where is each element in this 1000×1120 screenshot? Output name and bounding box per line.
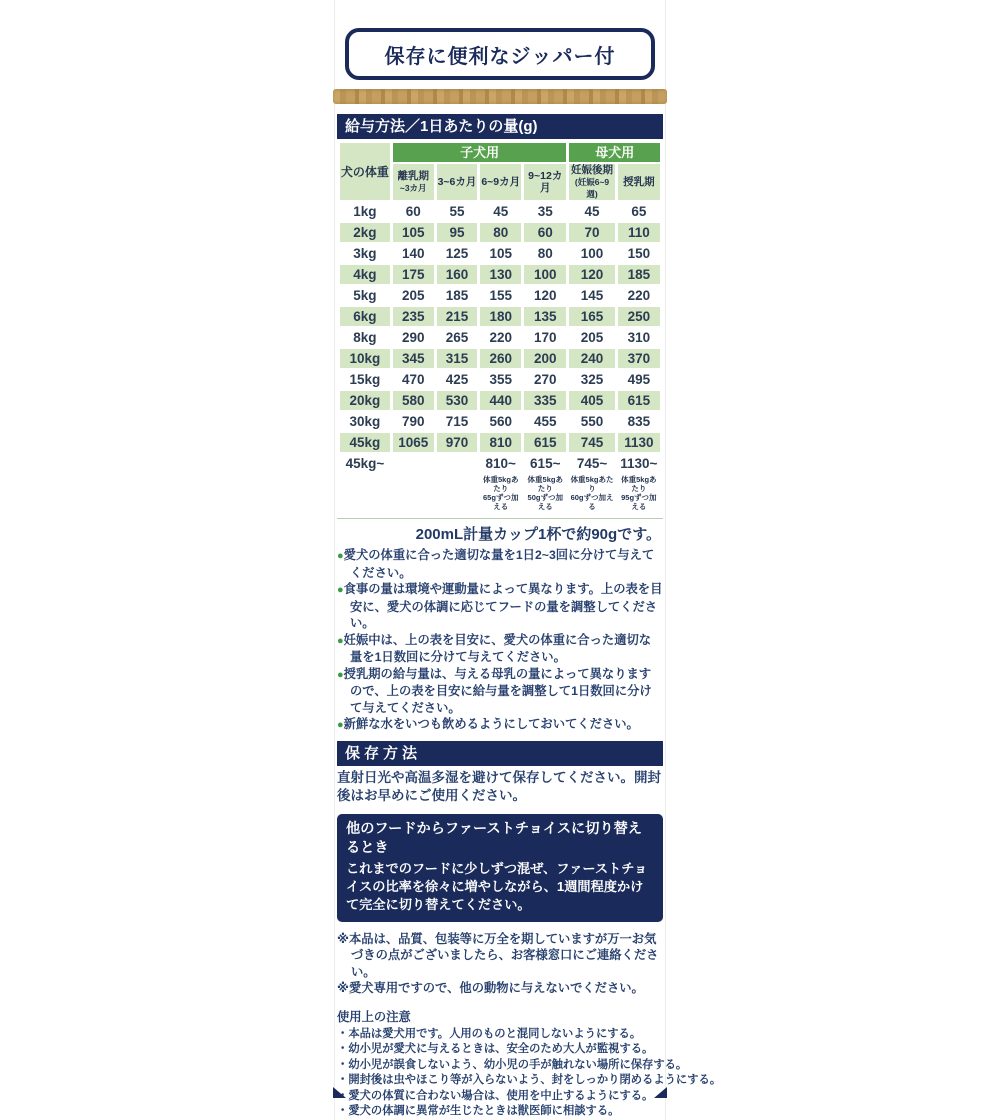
value-cell: 310 [627, 330, 651, 345]
value-cell: 1065 [393, 433, 434, 452]
value-cell: 105 [489, 246, 512, 261]
bullet-marker: ※ [337, 931, 349, 946]
value-cell: 135 [524, 307, 566, 326]
empty-cell [340, 475, 390, 511]
storage-section-title: 保存方法 [337, 741, 663, 766]
value-cell: 60 [405, 204, 421, 219]
usage-note-item: ・開封後は虫やほこり等が入らないよう、封をしっかり閉めるようにする。 [337, 1074, 722, 1086]
increment-note: 体重5kgあたり 60gずつ加える [570, 475, 614, 511]
value-cell: 345 [393, 349, 434, 368]
value-cell: 240 [569, 349, 614, 368]
value-cell: 615 [618, 391, 660, 410]
bullet-marker: ・ [337, 1058, 349, 1071]
feeding-note-item: ●食事の量は環境や運動量によって異なります。上の表を目安に、愛犬の体調に応じてフードの量を調整してください。 [337, 582, 663, 630]
bullet-marker: ・ [337, 1089, 349, 1102]
increment-notes-row [340, 475, 660, 511]
feeding-table [337, 141, 663, 513]
value-cell: 55 [449, 204, 465, 219]
asterisk-note-item: ※愛犬専用ですので、他の動物に与えないでください。 [337, 981, 644, 995]
weight-cell: 5kg [353, 288, 377, 303]
value-cell: 455 [533, 414, 557, 429]
table-row [340, 202, 660, 221]
food-switch-body: これまでのフードに少しずつ混ぜ、ファーストチョイスの比率を徐々に増やしながら、1週間程度かけて完全に切り替えてください。 [346, 860, 648, 912]
value-cell: 495 [627, 372, 651, 387]
feeding-note-item: ●愛犬の体重に合った適切な量を1日2~3回に分けて与えてください。 [337, 548, 655, 580]
value-cell: 790 [401, 414, 425, 429]
value-cell: 140 [401, 246, 425, 261]
weight-cell: 2kg [340, 223, 390, 242]
value-cell: 205 [401, 288, 425, 303]
usage-note-item: ・幼小児が誤食しないよう、幼小児の手が触れない場所に保存する。 [337, 1058, 688, 1071]
value-cell: 100 [524, 265, 566, 284]
value-cell: 260 [480, 349, 521, 368]
value-cell: 265 [445, 330, 469, 345]
value-cell: 1130 [618, 433, 660, 452]
value-cell: 615~ [530, 456, 561, 471]
value-cell: 550 [580, 414, 604, 429]
table-row [340, 286, 660, 305]
weight-cell: 30kg [349, 414, 381, 429]
bullet-marker: ● [337, 584, 344, 596]
column-header: 離乳期 ~3カ月 [393, 164, 434, 200]
weight-cell: 20kg [340, 391, 390, 410]
value-cell: 530 [437, 391, 478, 410]
bullet-marker: ・ [337, 1074, 349, 1086]
empty-cell [437, 475, 478, 511]
value-cell: 65 [631, 204, 647, 219]
value-cell: 95 [437, 223, 478, 242]
package-texture-band [333, 89, 667, 104]
food-switch-title: 他のフードからファーストチョイスに切り替えるとき [346, 820, 642, 856]
value-cell: 70 [569, 223, 614, 242]
value-cell: 235 [393, 307, 434, 326]
value-cell: 130 [480, 265, 521, 284]
feeding-section-title: 給与方法／1日あたりの量(g) [337, 114, 663, 139]
value-cell: 45 [493, 204, 509, 219]
value-cell: 315 [437, 349, 478, 368]
weight-cell: 4kg [340, 265, 390, 284]
value-cell: 170 [533, 330, 557, 345]
package-corner-mark-left [333, 1087, 346, 1098]
weight-cell: 3kg [353, 246, 377, 261]
usage-note-item: ・愛犬の体質に合わない場合は、使用を中止するようにする。 [337, 1089, 654, 1102]
value-cell: 615 [524, 433, 566, 452]
weight-cell: 15kg [349, 372, 381, 387]
value-cell: 60 [524, 223, 566, 242]
value-cell: 715 [445, 414, 469, 429]
value-cell: 835 [627, 414, 651, 429]
value-cell: 110 [618, 223, 660, 242]
weight-cell: 8kg [353, 330, 377, 345]
usage-section [337, 1007, 722, 1120]
empty-cell [393, 475, 434, 511]
bullet-marker: ・ [337, 1043, 349, 1055]
usage-note-item: ・本品は愛犬用です。人用のものと混同しないようにする。 [337, 1027, 642, 1040]
value-cell: 215 [437, 307, 478, 326]
weight-cell: 45kg [340, 433, 390, 452]
value-cell: 560 [489, 414, 512, 429]
table-row [340, 307, 660, 326]
value-cell: 35 [537, 204, 553, 219]
storage-body: 直射日光や高温多湿を避けて保存してください。開封後はお早めにご使用ください。 [337, 769, 661, 803]
value-cell: 425 [445, 372, 469, 387]
table-row [340, 454, 660, 473]
value-cell: 155 [489, 288, 512, 303]
table-row [340, 244, 660, 263]
value-cell: 120 [533, 288, 557, 303]
value-cell: 270 [533, 372, 557, 387]
weight-cell: 10kg [340, 349, 390, 368]
table-row [340, 223, 660, 242]
value-cell: 220 [489, 330, 512, 345]
value-cell: 250 [618, 307, 660, 326]
table-row [340, 412, 660, 431]
increment-note: 体重5kgあたり 50gずつ加える [527, 475, 563, 511]
feeding-note-item: ●授乳期の給与量は、与える母乳の量によって異なりますので、上の表を目安に給与量を調整して1日数回に分けて与えてください。 [337, 666, 652, 715]
zipper-note-box [345, 28, 655, 80]
value-cell: 810 [480, 433, 521, 452]
value-cell: 440 [480, 391, 521, 410]
increment-note: 体重5kgあたり 95gずつ加える [621, 475, 657, 511]
package-corner-mark-right [654, 1087, 667, 1098]
value-cell: 185 [445, 288, 469, 303]
bullet-marker: ● [337, 668, 344, 681]
value-cell: 185 [618, 265, 660, 284]
bullet-marker: ※ [337, 981, 349, 995]
value-cell: 165 [569, 307, 614, 326]
value-cell: 355 [489, 372, 512, 387]
weight-cell: 45kg~ [345, 456, 385, 471]
column-header: 9~12カ月 [524, 164, 566, 200]
value-cell [393, 454, 434, 473]
label-column [334, 0, 722, 1120]
value-cell: 105 [393, 223, 434, 242]
table-row [340, 433, 660, 452]
value-cell: 150 [627, 246, 651, 261]
value-cell: 325 [580, 372, 604, 387]
feeding-notes-list [337, 547, 663, 734]
column-header: 授乳期 [618, 164, 660, 200]
feeding-note-item: ●妊娠中は、上の表を目安に、愛犬の体重に合った適切な量を1日数回に分けて与えてください。 [337, 632, 652, 664]
table-row [340, 328, 660, 347]
measuring-cup-note: 200mL計量カップ1杯で約90gです。 [415, 526, 661, 543]
value-cell: 470 [401, 372, 425, 387]
value-cell: 200 [524, 349, 566, 368]
value-cell: 160 [437, 265, 478, 284]
value-cell: 80 [537, 246, 553, 261]
value-cell: 220 [627, 288, 651, 303]
value-cell: 1130~ [620, 456, 658, 471]
feeding-note-item: ●新鮮な水をいつも飲めるようにしておいてください。 [337, 717, 639, 731]
bullet-marker: ・ [337, 1027, 349, 1040]
weight-column-header: 犬の体重 [340, 143, 390, 200]
value-cell: 145 [580, 288, 604, 303]
bullet-marker: ● [337, 550, 344, 562]
value-cell: 335 [524, 391, 566, 410]
value-cell: 180 [480, 307, 521, 326]
table-row [340, 265, 660, 284]
asterisk-note-item: ※本品は、品質、包装等に万全を期していますが万一お気づきの点がございましたら、お客様窓口にご連絡ください。 [337, 931, 659, 979]
usage-notes-list [337, 1027, 722, 1120]
column-header: 妊娠後期 (妊娠6~9週) [571, 164, 614, 199]
group-header: 子犬用 [393, 143, 567, 162]
value-cell: 745~ [576, 456, 608, 471]
column-header: 3~6カ月 [437, 164, 478, 200]
food-switch-box [337, 814, 663, 922]
value-cell: 970 [437, 433, 478, 452]
table-row [340, 349, 660, 368]
value-cell: 45 [584, 204, 600, 219]
usage-title: 使用上の注意 [337, 1009, 411, 1024]
value-cell: 100 [580, 246, 604, 261]
value-cell: 290 [401, 330, 425, 345]
group-header: 母犬用 [569, 143, 660, 162]
value-cell: 175 [393, 265, 434, 284]
zipper-note-text: 保存に便利なジッパー付 [384, 45, 616, 68]
value-cell: 580 [393, 391, 434, 410]
value-cell [437, 454, 478, 473]
table-bottom-divider [337, 518, 663, 519]
value-cell: 370 [618, 349, 660, 368]
value-cell: 405 [569, 391, 614, 410]
value-cell: 205 [580, 330, 604, 345]
value-cell: 810~ [485, 456, 516, 471]
table-row [340, 370, 660, 389]
weight-cell: 1kg [353, 204, 377, 219]
increment-note: 体重5kgあたり 65gずつ加える [483, 475, 519, 511]
value-cell: 125 [445, 246, 469, 261]
usage-note-item: ・愛犬の体調に異常が生じたときは獣医師に相談する。 [337, 1105, 620, 1117]
value-cell: 120 [569, 265, 614, 284]
value-cell: 80 [480, 223, 521, 242]
table-row [340, 391, 660, 410]
bullet-marker: ・ [337, 1105, 349, 1117]
usage-note-item: ・幼小児が愛犬に与えるときは、安全のため大人が監視する。 [337, 1043, 654, 1055]
value-cell: 745 [569, 433, 614, 452]
weight-cell: 6kg [340, 307, 390, 326]
column-header: 6~9カ月 [480, 164, 521, 200]
bullet-marker: ● [337, 634, 344, 647]
asterisk-notes-list [337, 931, 663, 997]
bullet-marker: ● [337, 719, 344, 731]
